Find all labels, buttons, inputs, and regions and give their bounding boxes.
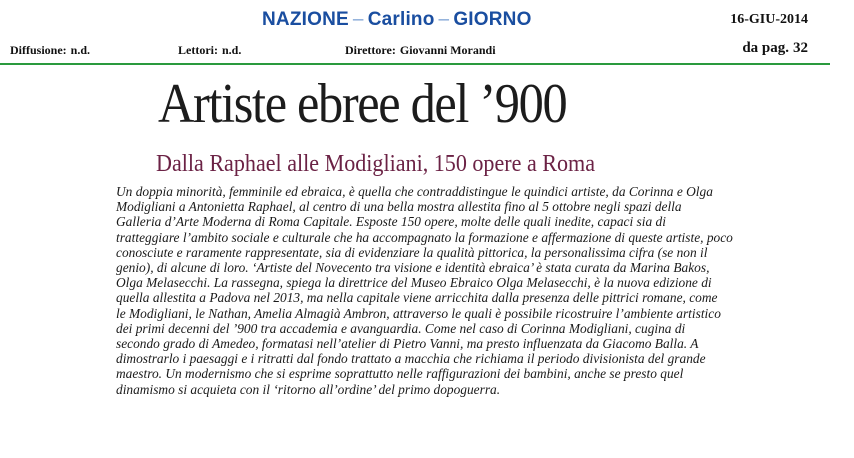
lettori-label: Lettori: (178, 43, 218, 57)
masthead-nazione: NAZIONE (262, 9, 349, 30)
body-line: secondo grado di Amedeo, formatasi nell’atelier di Pietro Vanni, ma presto influenzata da Giacomo Balla. A (116, 336, 699, 352)
body-line: quella allestita a Padova nel 2013, ma nella capitale viene arricchita dalla presenza delle pittrici romane, come (116, 290, 718, 306)
direttore-label: Direttore: (345, 43, 396, 57)
header-divider (0, 63, 830, 65)
body-line: dinamismo si acquieta con il ‘ritorno all’ordine’ del primo dopoguerra. (116, 381, 501, 397)
lettori-field (178, 43, 241, 58)
masthead (262, 9, 532, 31)
page-reference (742, 40, 808, 57)
body-line: Galleria d’Arte Moderna di Roma Capitale. Esposte 150 opere, molte delle quali inedite, capaci sia di (116, 214, 666, 230)
article-subheadline: Dalla Raphael alle Modigliani, 150 opere a Roma (156, 151, 596, 177)
body-line: conosciute e raramente rappresentate, sia di evidenziare la qualità pittorica, la personalissima cifra (se non il (116, 244, 708, 260)
body-line: maestro. Un modernismo che si esprime soprattutto nelle raffigurazioni dei bambini, anche se presto quel (116, 366, 684, 382)
masthead-separator: – (352, 9, 364, 30)
direttore-value: Giovanni Morandi (399, 43, 496, 57)
masthead-giorno: GIORNO (453, 9, 532, 30)
body-line: Olga Melasecchi. La rassegna, spiega la direttrice del Museo Ebraico Olga Melasecchi, è la nuova edizione di (116, 275, 712, 291)
body-line: dimostrarlo i paesaggi e i ritratti dal fondo trattato a macchia che richiama il periodo divisionista del grande (116, 351, 706, 367)
body-line: genio), di alcune di loro. ‘Artiste del Novecento tra visione e identità ebraica’ è stata curata da Marina Bakos, (116, 260, 710, 276)
publication-date: 16-GIU-2014 (730, 12, 808, 27)
page-label: da pag. (742, 40, 789, 56)
direttore-field (345, 43, 496, 58)
lettori-value: n.d. (221, 43, 242, 57)
article-headline: Artiste ebree del ’900 (158, 73, 567, 135)
body-line: dei primi decenni del ’900 tra accademia e avanguardia. Come nel caso di Corinna Modigliani, cugina di (116, 320, 686, 336)
body-line: Un doppia minorità, femminile ed ebraica, è quella che contraddistingue le quindici artiste, da Corinna e Olga (116, 184, 713, 199)
masthead-carlino: Carlino (367, 9, 435, 30)
masthead-separator: – (438, 9, 450, 30)
body-line: le Modigliani, le Nathan, Amelia Almagià Ambron, attraverso le quali è possibile ricostruire l’ambiente artistico (116, 305, 721, 321)
article-body (116, 184, 740, 397)
body-line: Modigliani a Antonietta Raphael, al centro di una bella mostra allestita fino al 5 ottobre negli spazi della (116, 199, 682, 215)
body-line: tratteggiare l’ambito sociale e culturale che ha accompagnato la formazione e affermazione di queste artiste, poco (116, 229, 733, 245)
diffusione-field (10, 43, 90, 58)
diffusione-label: Diffusione: (10, 43, 67, 57)
diffusione-value: n.d. (70, 43, 91, 57)
page-number: 32 (793, 40, 808, 56)
